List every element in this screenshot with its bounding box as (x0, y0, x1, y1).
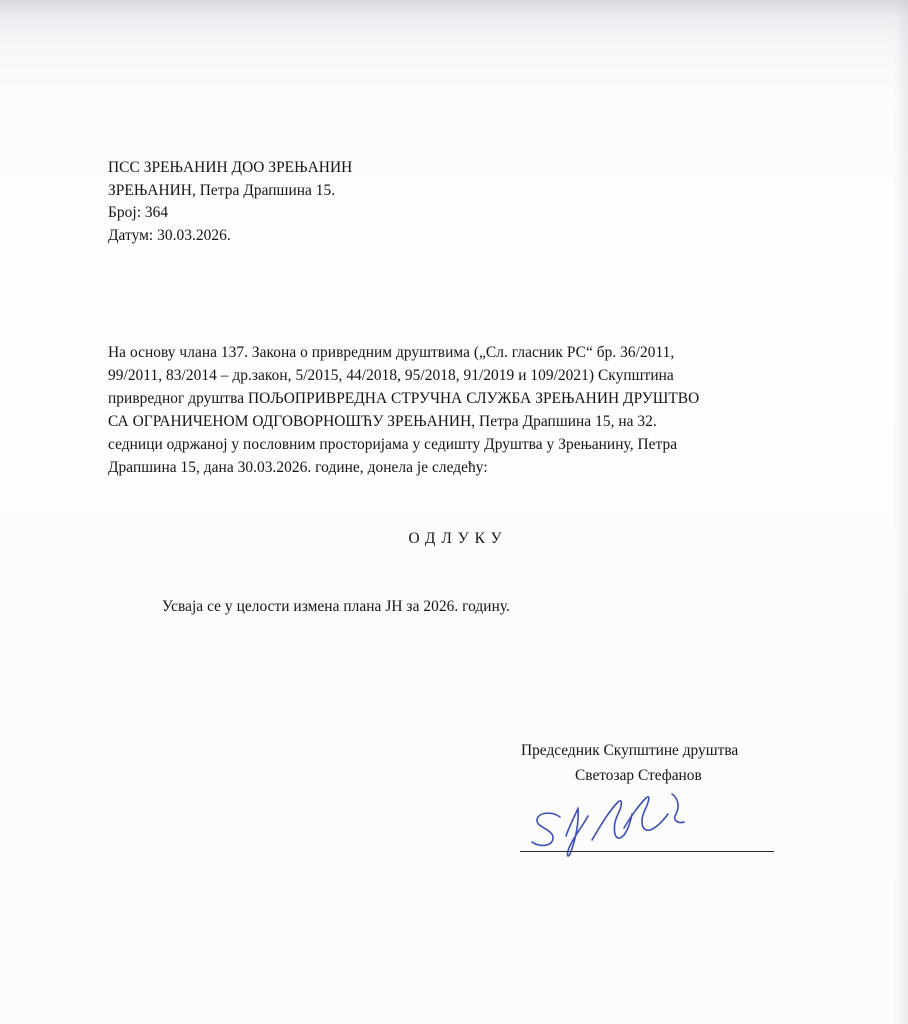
preamble-line: седници одржаној у пословним просторијама у седишту Друштва у Зрењанину, Петра (108, 436, 678, 453)
preamble-line: На основу члана 137. Закона о привредним друштвима („Сл. гласник РС“ бр. 36/2011, (108, 344, 675, 361)
preamble-paragraph (108, 341, 699, 479)
company-address: ЗРЕЊАНИН, Петра Драпшина 15. (108, 181, 336, 199)
signatory-name: Светозар Стефанов (575, 767, 702, 784)
document-number: Број: 364 (108, 204, 169, 221)
company-name: ПСС ЗРЕЊАНИН ДОО ЗРЕЊАНИН (108, 159, 353, 176)
document-date: Датум: 30.03.2026. (108, 226, 231, 244)
decision-title: ОДЛУКУ (408, 530, 508, 547)
preamble-line: Драпшина 15, дана 30.03.2026. године, донела је следећу: (108, 459, 488, 476)
signature-line (520, 851, 774, 852)
handwritten-signature (522, 784, 722, 864)
decision-text: Усваја се у целости измена плана ЈН за 2026. годину. (162, 598, 510, 615)
preamble-line: 99/2011, 83/2014 – др.закон, 5/2015, 44/2018, 95/2018, 91/2019 и 109/2021) Скупштина (108, 367, 674, 384)
preamble-line: СА ОГРАНИЧЕНОМ ОДГОВОРНОШЋУ ЗРЕЊАНИН, Петра Драпшина 15, на 32. (108, 413, 657, 430)
preamble-line: привредног друштва ПОЉОПРИВРЕДНА СТРУЧНА СЛУЖБА ЗРЕЊАНИН ДРУШТВО (108, 390, 700, 407)
document-header (108, 157, 352, 247)
signatory-role: Председник Скупштине друштва (521, 742, 739, 759)
page-edge-shadow (894, 0, 908, 1024)
